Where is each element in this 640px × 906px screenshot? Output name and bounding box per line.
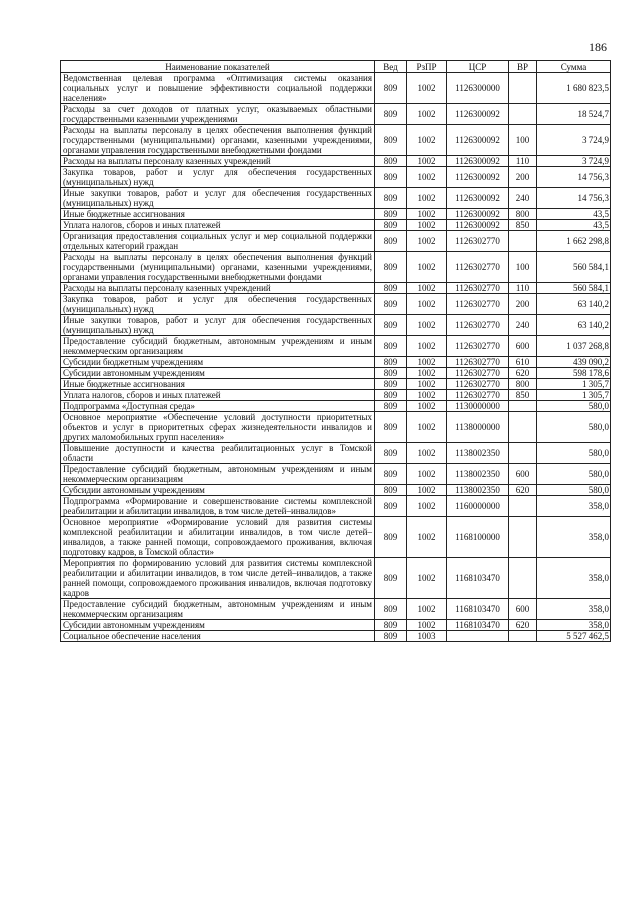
cell-name: Субсидии автономным учреждениям xyxy=(61,485,375,496)
cell-sum: 560 584,1 xyxy=(537,252,611,283)
cell-name: Уплата налогов, сборов и иных платежей xyxy=(61,390,375,401)
cell-csr: 1126302770 xyxy=(447,379,509,390)
cell-vr xyxy=(509,558,537,599)
table-row xyxy=(61,252,611,283)
cell-rzpr: 1002 xyxy=(407,620,447,631)
cell-sum: 580,0 xyxy=(537,401,611,412)
cell-name: Предоставление субсидий бюджетным, автономным учреждениям и иным некоммерческим организациям xyxy=(61,336,375,357)
cell-sum: 580,0 xyxy=(537,443,611,464)
table-row xyxy=(61,156,611,167)
cell-ved: 809 xyxy=(375,104,407,125)
cell-csr: 1168100000 xyxy=(447,517,509,558)
cell-ved: 809 xyxy=(375,156,407,167)
cell-ved: 809 xyxy=(375,401,407,412)
cell-vr: 620 xyxy=(509,485,537,496)
cell-name: Основное мероприятие «Формирование условий для развития системы комплексной реабилитации и абилитации инвалидов, в том числе детей–инвалидов, а также ранней помощи, сопровождаемого проживания, включая подготовку кадров, в Томской области» xyxy=(61,517,375,558)
cell-rzpr: 1002 xyxy=(407,220,447,231)
cell-vr: 620 xyxy=(509,620,537,631)
cell-sum: 43,5 xyxy=(537,209,611,220)
cell-sum: 1 662 298,8 xyxy=(537,231,611,252)
cell-vr: 240 xyxy=(509,315,537,336)
cell-rzpr: 1003 xyxy=(407,631,447,642)
cell-csr: 1138000000 xyxy=(447,412,509,443)
cell-name: Уплата налогов, сборов и иных платежей xyxy=(61,220,375,231)
cell-vr: 600 xyxy=(509,464,537,485)
table-row xyxy=(61,167,611,188)
cell-csr: 1126302770 xyxy=(447,390,509,401)
cell-name: Подпрограмма «Формирование и совершенствование системы комплексной реабилитации и абилитации инвалидов, в том числе детей–инвалидов» xyxy=(61,496,375,517)
cell-name: Организация предоставления социальных услуг и мер социальной поддержки отдельных категорий граждан xyxy=(61,231,375,252)
cell-rzpr: 1002 xyxy=(407,188,447,209)
cell-name: Иные закупки товаров, работ и услуг для обеспечения государственных (муниципальных) нужд xyxy=(61,188,375,209)
cell-vr: 100 xyxy=(509,252,537,283)
cell-csr: 1126300092 xyxy=(447,209,509,220)
cell-name: Субсидии автономным учреждениям xyxy=(61,368,375,379)
cell-rzpr: 1002 xyxy=(407,73,447,104)
header-ved: Вед xyxy=(375,61,407,73)
cell-vr xyxy=(509,517,537,558)
cell-vr xyxy=(509,443,537,464)
cell-ved: 809 xyxy=(375,167,407,188)
table-row xyxy=(61,294,611,315)
cell-rzpr: 1002 xyxy=(407,156,447,167)
cell-csr: 1126302770 xyxy=(447,368,509,379)
table-row xyxy=(61,336,611,357)
table-header-row xyxy=(61,61,611,73)
cell-rzpr: 1002 xyxy=(407,558,447,599)
cell-csr: 1138002350 xyxy=(447,464,509,485)
header-sum: Сумма xyxy=(537,61,611,73)
cell-rzpr: 1002 xyxy=(407,104,447,125)
cell-rzpr: 1002 xyxy=(407,125,447,156)
cell-vr: 200 xyxy=(509,294,537,315)
cell-sum: 43,5 xyxy=(537,220,611,231)
cell-sum: 14 756,3 xyxy=(537,188,611,209)
cell-sum: 580,0 xyxy=(537,485,611,496)
cell-csr: 1126300092 xyxy=(447,156,509,167)
header-csr: ЦСР xyxy=(447,61,509,73)
cell-csr: 1168103470 xyxy=(447,599,509,620)
cell-csr: 1126302770 xyxy=(447,357,509,368)
cell-ved: 809 xyxy=(375,231,407,252)
cell-vr: 800 xyxy=(509,209,537,220)
table-row xyxy=(61,390,611,401)
cell-ved: 809 xyxy=(375,283,407,294)
cell-vr xyxy=(509,401,537,412)
page-number: 186 xyxy=(589,40,607,54)
cell-name: Ведомственная целевая программа «Оптимизация системы оказания социальных услуг и повышение эффективности социальной поддержки населения» xyxy=(61,73,375,104)
cell-name: Расходы на выплаты персоналу в целях обеспечения выполнения функций государственными (муниципальными) органами, казенными учреждениями, органами управления государственными внебюджетными фондами xyxy=(61,125,375,156)
cell-vr: 240 xyxy=(509,188,537,209)
cell-rzpr: 1002 xyxy=(407,599,447,620)
cell-name: Предоставление субсидий бюджетным, автономным учреждениям и иным некоммерческим организациям xyxy=(61,599,375,620)
cell-csr: 1126302770 xyxy=(447,315,509,336)
table-row xyxy=(61,104,611,125)
cell-sum: 598 178,6 xyxy=(537,368,611,379)
cell-csr: 1130000000 xyxy=(447,401,509,412)
cell-name: Иные бюджетные ассигнования xyxy=(61,379,375,390)
budget-table xyxy=(60,60,611,642)
cell-csr: 1160000000 xyxy=(447,496,509,517)
cell-vr xyxy=(509,104,537,125)
cell-name: Субсидии автономным учреждениям xyxy=(61,620,375,631)
cell-rzpr: 1002 xyxy=(407,496,447,517)
cell-sum: 1 037 268,8 xyxy=(537,336,611,357)
cell-ved: 809 xyxy=(375,485,407,496)
cell-name: Закупка товаров, работ и услуг для обеспечения государственных (муниципальных) нужд xyxy=(61,167,375,188)
cell-rzpr: 1002 xyxy=(407,209,447,220)
table-row xyxy=(61,379,611,390)
cell-ved: 809 xyxy=(375,631,407,642)
cell-vr xyxy=(509,496,537,517)
cell-sum: 580,0 xyxy=(537,464,611,485)
cell-sum: 358,0 xyxy=(537,620,611,631)
table-row xyxy=(61,357,611,368)
cell-csr: 1126302770 xyxy=(447,294,509,315)
table-row xyxy=(61,620,611,631)
cell-ved: 809 xyxy=(375,412,407,443)
cell-sum: 18 524,7 xyxy=(537,104,611,125)
cell-sum: 1 680 823,5 xyxy=(537,73,611,104)
cell-ved: 809 xyxy=(375,125,407,156)
cell-ved: 809 xyxy=(375,73,407,104)
cell-name: Иные закупки товаров, работ и услуг для обеспечения государственных (муниципальных) нужд xyxy=(61,315,375,336)
cell-sum: 63 140,2 xyxy=(537,315,611,336)
table-row xyxy=(61,73,611,104)
cell-csr: 1126302770 xyxy=(447,231,509,252)
table-row xyxy=(61,315,611,336)
table-row xyxy=(61,231,611,252)
cell-csr: 1126300092 xyxy=(447,125,509,156)
cell-sum: 63 140,2 xyxy=(537,294,611,315)
cell-csr: 1126300092 xyxy=(447,104,509,125)
cell-ved: 809 xyxy=(375,209,407,220)
cell-ved: 809 xyxy=(375,357,407,368)
table-row xyxy=(61,485,611,496)
cell-vr xyxy=(509,412,537,443)
cell-sum: 358,0 xyxy=(537,599,611,620)
cell-rzpr: 1002 xyxy=(407,401,447,412)
cell-sum: 358,0 xyxy=(537,517,611,558)
table-row xyxy=(61,125,611,156)
cell-name: Повышение доступности и качества реабилитационных услуг в Томской области xyxy=(61,443,375,464)
header-rzpr: РзПР xyxy=(407,61,447,73)
cell-csr: 1126302770 xyxy=(447,336,509,357)
cell-rzpr: 1002 xyxy=(407,379,447,390)
cell-name: Расходы на выплаты персоналу в целях обеспечения выполнения функций государственными (муниципальными) органами, казенными учреждениями, органами управления государственными внебюджетными фондами xyxy=(61,252,375,283)
cell-csr: 1138002350 xyxy=(447,485,509,496)
table-body xyxy=(61,73,611,642)
cell-rzpr: 1002 xyxy=(407,294,447,315)
cell-rzpr: 1002 xyxy=(407,357,447,368)
cell-vr xyxy=(509,231,537,252)
cell-vr: 850 xyxy=(509,390,537,401)
cell-vr: 110 xyxy=(509,156,537,167)
cell-name: Расходы на выплаты персоналу казенных учреждений xyxy=(61,156,375,167)
cell-sum: 358,0 xyxy=(537,558,611,599)
cell-ved: 809 xyxy=(375,496,407,517)
cell-csr: 1126300000 xyxy=(447,73,509,104)
cell-rzpr: 1002 xyxy=(407,252,447,283)
cell-sum: 5 527 462,5 xyxy=(537,631,611,642)
cell-csr: 1168103470 xyxy=(447,558,509,599)
cell-sum: 1 305,7 xyxy=(537,379,611,390)
cell-vr: 200 xyxy=(509,167,537,188)
cell-sum: 358,0 xyxy=(537,496,611,517)
cell-vr: 620 xyxy=(509,368,537,379)
cell-rzpr: 1002 xyxy=(407,231,447,252)
cell-ved: 809 xyxy=(375,517,407,558)
cell-vr: 610 xyxy=(509,357,537,368)
table-row xyxy=(61,558,611,599)
cell-rzpr: 1002 xyxy=(407,390,447,401)
cell-ved: 809 xyxy=(375,220,407,231)
cell-ved: 809 xyxy=(375,252,407,283)
cell-vr: 110 xyxy=(509,283,537,294)
cell-rzpr: 1002 xyxy=(407,485,447,496)
cell-csr: 1126300092 xyxy=(447,188,509,209)
cell-ved: 809 xyxy=(375,188,407,209)
table-row xyxy=(61,368,611,379)
cell-rzpr: 1002 xyxy=(407,443,447,464)
table-row xyxy=(61,443,611,464)
table-row xyxy=(61,599,611,620)
cell-sum: 439 090,2 xyxy=(537,357,611,368)
cell-vr: 600 xyxy=(509,336,537,357)
cell-ved: 809 xyxy=(375,443,407,464)
cell-sum: 3 724,9 xyxy=(537,156,611,167)
cell-name: Мероприятия по формированию условий для развития системы комплексной реабилитации и абилитации инвалидов, в том числе детей–инвалидов, а также ранней помощи, сопровождаемого проживания инвалидов, включая подготовку кадров xyxy=(61,558,375,599)
cell-csr: 1126300092 xyxy=(447,220,509,231)
cell-sum: 14 756,3 xyxy=(537,167,611,188)
cell-rzpr: 1002 xyxy=(407,315,447,336)
cell-rzpr: 1002 xyxy=(407,167,447,188)
cell-csr: 1126302770 xyxy=(447,252,509,283)
table-row xyxy=(61,631,611,642)
cell-ved: 809 xyxy=(375,315,407,336)
cell-csr: 1126302770 xyxy=(447,283,509,294)
cell-ved: 809 xyxy=(375,336,407,357)
cell-rzpr: 1002 xyxy=(407,368,447,379)
cell-name: Субсидии бюджетным учреждениям xyxy=(61,357,375,368)
cell-name: Подпрограмма «Доступная среда» xyxy=(61,401,375,412)
cell-rzpr: 1002 xyxy=(407,517,447,558)
cell-name: Предоставление субсидий бюджетным, автономным учреждениям и иным некоммерческим организациям xyxy=(61,464,375,485)
cell-ved: 809 xyxy=(375,390,407,401)
table-row xyxy=(61,517,611,558)
cell-vr xyxy=(509,73,537,104)
cell-sum: 580,0 xyxy=(537,412,611,443)
cell-ved: 809 xyxy=(375,294,407,315)
header-name: Наименование показателей xyxy=(61,61,375,73)
table-row xyxy=(61,209,611,220)
cell-name: Основное мероприятие «Обеспечение условий доступности приоритетных объектов и услуг в приоритетных сферах жизнедеятельности инвалидов и других маломобильных групп населения» xyxy=(61,412,375,443)
cell-vr: 600 xyxy=(509,599,537,620)
cell-name: Закупка товаров, работ и услуг для обеспечения государственных (муниципальных) нужд xyxy=(61,294,375,315)
cell-ved: 809 xyxy=(375,599,407,620)
cell-name: Иные бюджетные ассигнования xyxy=(61,209,375,220)
cell-ved: 809 xyxy=(375,620,407,631)
header-vr: ВР xyxy=(509,61,537,73)
cell-csr xyxy=(447,631,509,642)
table-row xyxy=(61,283,611,294)
cell-rzpr: 1002 xyxy=(407,464,447,485)
cell-vr: 850 xyxy=(509,220,537,231)
cell-csr: 1168103470 xyxy=(447,620,509,631)
cell-ved: 809 xyxy=(375,368,407,379)
table-row xyxy=(61,188,611,209)
cell-ved: 809 xyxy=(375,464,407,485)
cell-name: Социальное обеспечение населения xyxy=(61,631,375,642)
table-row xyxy=(61,220,611,231)
cell-name: Расходы за счет доходов от платных услуг, оказываемых областными государственными казенными учреждениями xyxy=(61,104,375,125)
table-row xyxy=(61,412,611,443)
cell-rzpr: 1002 xyxy=(407,336,447,357)
table-row xyxy=(61,464,611,485)
cell-rzpr: 1002 xyxy=(407,412,447,443)
cell-vr: 100 xyxy=(509,125,537,156)
cell-name: Расходы на выплаты персоналу казенных учреждений xyxy=(61,283,375,294)
cell-vr: 800 xyxy=(509,379,537,390)
table-row xyxy=(61,496,611,517)
cell-rzpr: 1002 xyxy=(407,283,447,294)
table-row xyxy=(61,401,611,412)
cell-vr xyxy=(509,631,537,642)
cell-csr: 1138002350 xyxy=(447,443,509,464)
cell-sum: 1 305,7 xyxy=(537,390,611,401)
cell-ved: 809 xyxy=(375,558,407,599)
cell-sum: 3 724,9 xyxy=(537,125,611,156)
cell-sum: 560 584,1 xyxy=(537,283,611,294)
cell-ved: 809 xyxy=(375,379,407,390)
cell-csr: 1126300092 xyxy=(447,167,509,188)
